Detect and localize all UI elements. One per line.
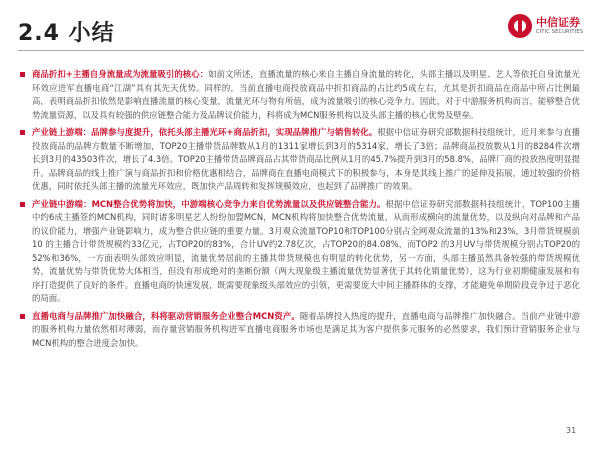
paragraph-body: 随着品牌投入热度的提升，直播电商与品牌推广加快融合。当前产业链中游的服务机构力量依然相对薄弱，而存量营销服务机构进军直播电商服务市场也是满足其为客户提供多元服务的必然要求，我们预计营销服务企业与MCN机构的整合进度会加快。: [32, 310, 580, 348]
paragraph-lead: 产业链中游端：MCN整合优势将加快，中游端核心竞争力来自优势流量以及供应链整合能力。: [32, 198, 386, 209]
bullet-square-icon: [20, 314, 25, 319]
paragraph-lead: 直播电商与品牌推广加快融合，科将驱动营销服务企业整合MCN资产。: [32, 310, 300, 321]
paragraph-midstream: [20, 198, 580, 306]
bullet-square-icon: [20, 72, 25, 77]
paragraph-integration: [20, 310, 580, 351]
brand-name-cn: 中信证券: [536, 16, 580, 29]
paragraph-lead: 商品折扣+主播自身流量成为流量吸引的核心：: [32, 69, 209, 79]
citic-seal-icon: [508, 14, 532, 38]
summary-body: [20, 68, 580, 354]
page-number: 31: [566, 426, 577, 435]
paragraph-body: 如前文所述，直播流量的核心来自主播自身流量的转化，头部主播以及明星、艺人等依托自身流量光环效应进军直播电商“江湖”具有其先天优势。同样的，当前直播电商投放商品中折扣商品的占比约5成左右，尤其是折扣商品在商品中所占比例最高，表明商品折扣依然是影响直播流量的核心变量，流量光环与物有所值，成为流量吸引的核心竞争力。因此，对于中游服务机构而言，能够整合优势流量资源，以及具有较强的供应链整合能力及品牌议价能力，科将成为MCN服务机构以及头部主播的核心优势及壁垒。: [32, 69, 580, 120]
page-title: 2.4 小结: [18, 21, 115, 46]
paragraph-lead: 产业链上游端：品牌参与度提升，依托头部主播光环+商品折扣，实现品牌推广与销售转化。: [32, 127, 378, 137]
paragraph-flow-attraction: [20, 68, 580, 122]
bullet-square-icon: [20, 130, 25, 135]
paragraph-body: 根据中信证券研究部数据科技组统计，TOP100主播中约6成主播签约MCN机构，同时诸多明星艺人纷纷加盟MCN，MCN机构将加快整合优势流量，从而形成横向的流量优势，以及纵向对品牌和产品的议价能力，增强产业链影响力，成为整合供应链的重要力量。3月观众流量TOP10和TOP100分别占全网观众流量的13%和23%，3月带货规模前10 的主播合计带货规模约33亿元，占TOP20的83%，合计UV约2.78亿次，占TOP20的84.08%，而TOP2 的3月UV与带货规模分别占TOP20的52%和36%，一方面表明头部效应明显，流量优势居前的主播其带货规模也有明显的转化优势，另一方面，头部主播虽然具备较强的带货规模优势，流量优势与带货优势大体相当，但没有形成绝对的垄断份额（两大现象级主播流量优势显著优于其转化销量优势），这为行业初期健康发展和有序打造提供了良好的条件。直播电商的快速发展，既需要现象级头部效应的引领，更需要庞大中间主播群体的支撑，才能避免单期阶段竞争过于恶化的局面。: [32, 198, 580, 303]
bullet-square-icon: [20, 202, 25, 207]
paragraph-body: 根据中信证券研究部数据科技组统计，近月来参与直播投放商品的品牌方数量不断增加，TOP20主播带货品牌数从1月的1311家增长到3月的5314家，增长了3倍；品牌商品投放数从1月的8284件次增长到3月的43503件次，增长了4.3倍。TOP20主播带货品牌商品占其带货商品比例从1月的45.7%提升到3月的58.8%，品牌厂商的投放热度明显提升。品牌商品的线上推广演与商品折扣和价格优惠相结合，品牌商在直播电商模式下的积极参与，本身是其线上推广的延伸及拓展，通过较强的价格优惠，同时依托头部主播的流量光环效应，既加快产品周转和发挥规模效应，也起到了品牌推广的效果。: [32, 127, 581, 191]
paragraph-upstream: [20, 126, 580, 194]
brand-logo: [508, 12, 586, 46]
title-divider: [18, 50, 584, 51]
brand-name-en: CITIC SECURITIES: [536, 29, 584, 35]
